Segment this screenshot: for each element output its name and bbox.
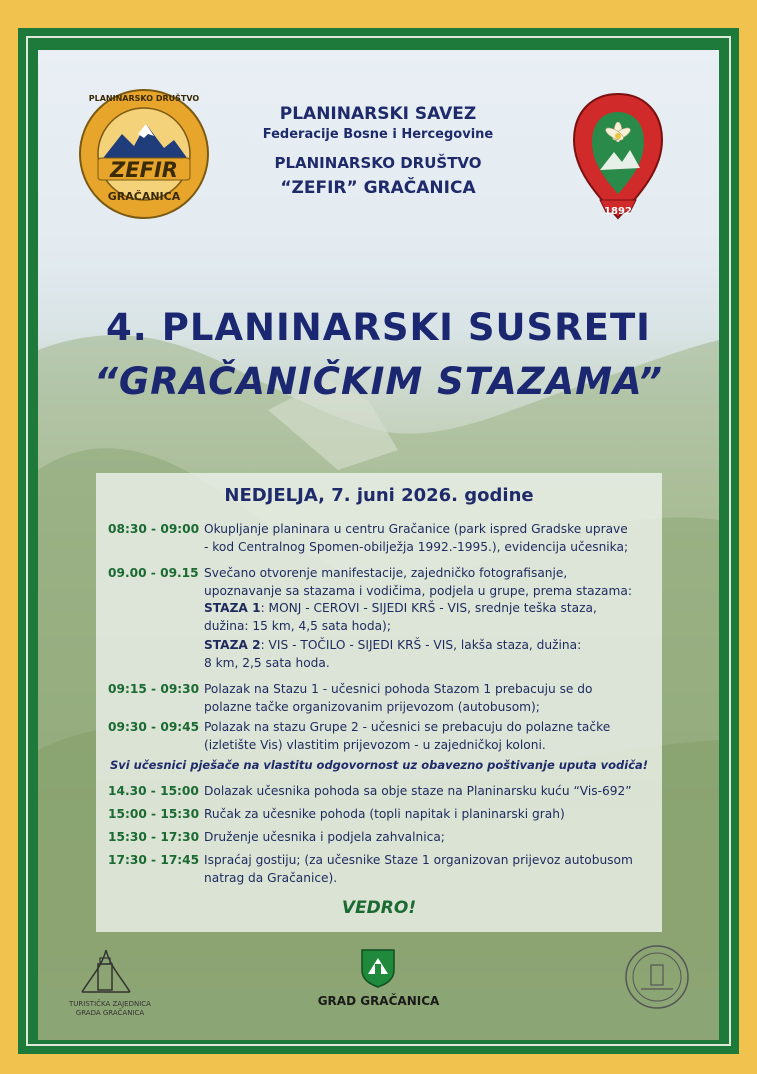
schedule-time: 15:00 - 15:30 (108, 807, 200, 821)
header-line-1: PLANINARSKI SAVEZ (279, 104, 477, 124)
event-title: 4. PLANINARSKI SUSRETI (106, 306, 651, 349)
schedule-description (204, 783, 656, 801)
description-line: Polazak na Stazu 1 - učesnici pohoda Stazom 1 prebacuju se do (204, 682, 593, 696)
schedule-description (204, 806, 656, 824)
description-line: polazne tačke organizovanim prijevozom (autobusom); (204, 699, 540, 714)
schedule-time: 14.30 - 15:00 (108, 784, 199, 798)
event-subtitle: “GRAČANIČKIM STAZAMA” (94, 360, 663, 403)
safety-notice: Svi učesnici pješače na vlastitu odgovornost uz obavezno poštivanje uputa vodiča! (109, 758, 649, 772)
zefir-logo-name: ZEFIR (110, 158, 178, 182)
tourist-board-line-1: TURISTIČKA ZAJEDNICA (69, 1000, 151, 1008)
schedule-time: 08:30 - 09:00 (108, 522, 200, 536)
staza-1-line (204, 600, 656, 618)
schedule-panel (96, 473, 662, 932)
schedule-description (204, 521, 656, 556)
federation-emblem-icon (570, 90, 666, 222)
staza-2-label: STAZA 2 (204, 638, 261, 653)
header-line-3: PLANINARSKO DRUŠTVO (274, 154, 482, 172)
city-coat-of-arms-icon (360, 948, 396, 988)
description-line: - kod Centralnog Spomen-obilježja 1992.-1995.), evidencija učesnika; (204, 539, 629, 554)
header-line-2: Federacije Bosne i Hercegovine (262, 127, 494, 142)
tourist-board-line-2: GRADA GRAČANICA (75, 1009, 145, 1017)
description-line: : MONJ - CEROVI - SIJEDI KRŠ - VIS, srednje teška staza, (260, 601, 597, 616)
description-line: dužina: 15 km, 4,5 sata hoda); (204, 618, 391, 633)
schedule-description (204, 719, 656, 754)
description-line: Svečano otvorenje manifestacije, zajedničko fotografisanje, (204, 566, 568, 580)
description-line: Ručak za učesnike pohoda (topli napitak i planinarski grah) (204, 807, 565, 821)
event-date: NEDJELJA, 7. juni 2026. godine (224, 485, 534, 506)
tourist-board-logo-icon (78, 946, 134, 996)
closing-text: VEDRO! (341, 898, 417, 918)
description-line: 8 km, 2,5 sata hoda. (204, 655, 330, 670)
staza-1-label: STAZA 1 (204, 601, 261, 616)
schedule-time: 09:30 - 09:45 (108, 720, 200, 734)
schedule-description (204, 565, 656, 673)
description-line: (izletište Vis) vlastitim prijevozom - u zajedničkoj koloni. (204, 737, 546, 752)
description-line: upoznavanje sa stazama i vodičima, podjela u grupe, prema stazama: (204, 583, 632, 598)
schedule-description (204, 681, 656, 716)
schedule-description (204, 852, 656, 887)
staza-2-line (204, 637, 656, 655)
header-line-4: “ZEFIR” GRAČANICA (280, 178, 476, 198)
schedule-description (204, 829, 656, 847)
schedule-time: 09:15 - 09:30 (108, 682, 200, 696)
zefir-logo-ring-text: PLANINARSKO DRUŠTVO (88, 94, 200, 103)
city-label: GRAD GRAČANICA (317, 994, 440, 1008)
tourist-board-label (64, 1000, 156, 1018)
schedule-time: 17:30 - 17:45 (108, 853, 200, 867)
zefir-logo-city: GRAČANICA (107, 190, 181, 203)
schedule-time: 09.00 - 09.15 (108, 566, 199, 580)
description-line: Okupljanje planinara u centru Gračanice (park ispred Gradske uprave (204, 522, 628, 536)
description-line: : VIS - TOČILO - SIJEDI KRŠ - VIS, lakša staza, dužina: (260, 638, 582, 653)
description-line: natrag da Gračanice). (204, 870, 338, 885)
description-line: Druženje učesnika i podjela zahvalnica; (204, 830, 445, 844)
schedule-time: 15:30 - 17:30 (108, 830, 200, 844)
description-line: Ispraćaj gostiju; (za učesnike Staze 1 organizovan prijevoz autobusom (204, 853, 633, 867)
poster (38, 50, 719, 1040)
description-line: Polazak na stazu Grupe 2 - učesnici se prebacuju do polazne tačke (204, 720, 611, 734)
federation-emblem-year: 1892 (604, 206, 632, 217)
description-line: Dolazak učesnika pohoda sa obje staze na Planinarsku kuću “Vis-692” (204, 784, 632, 798)
society-seal-icon (623, 943, 691, 1011)
